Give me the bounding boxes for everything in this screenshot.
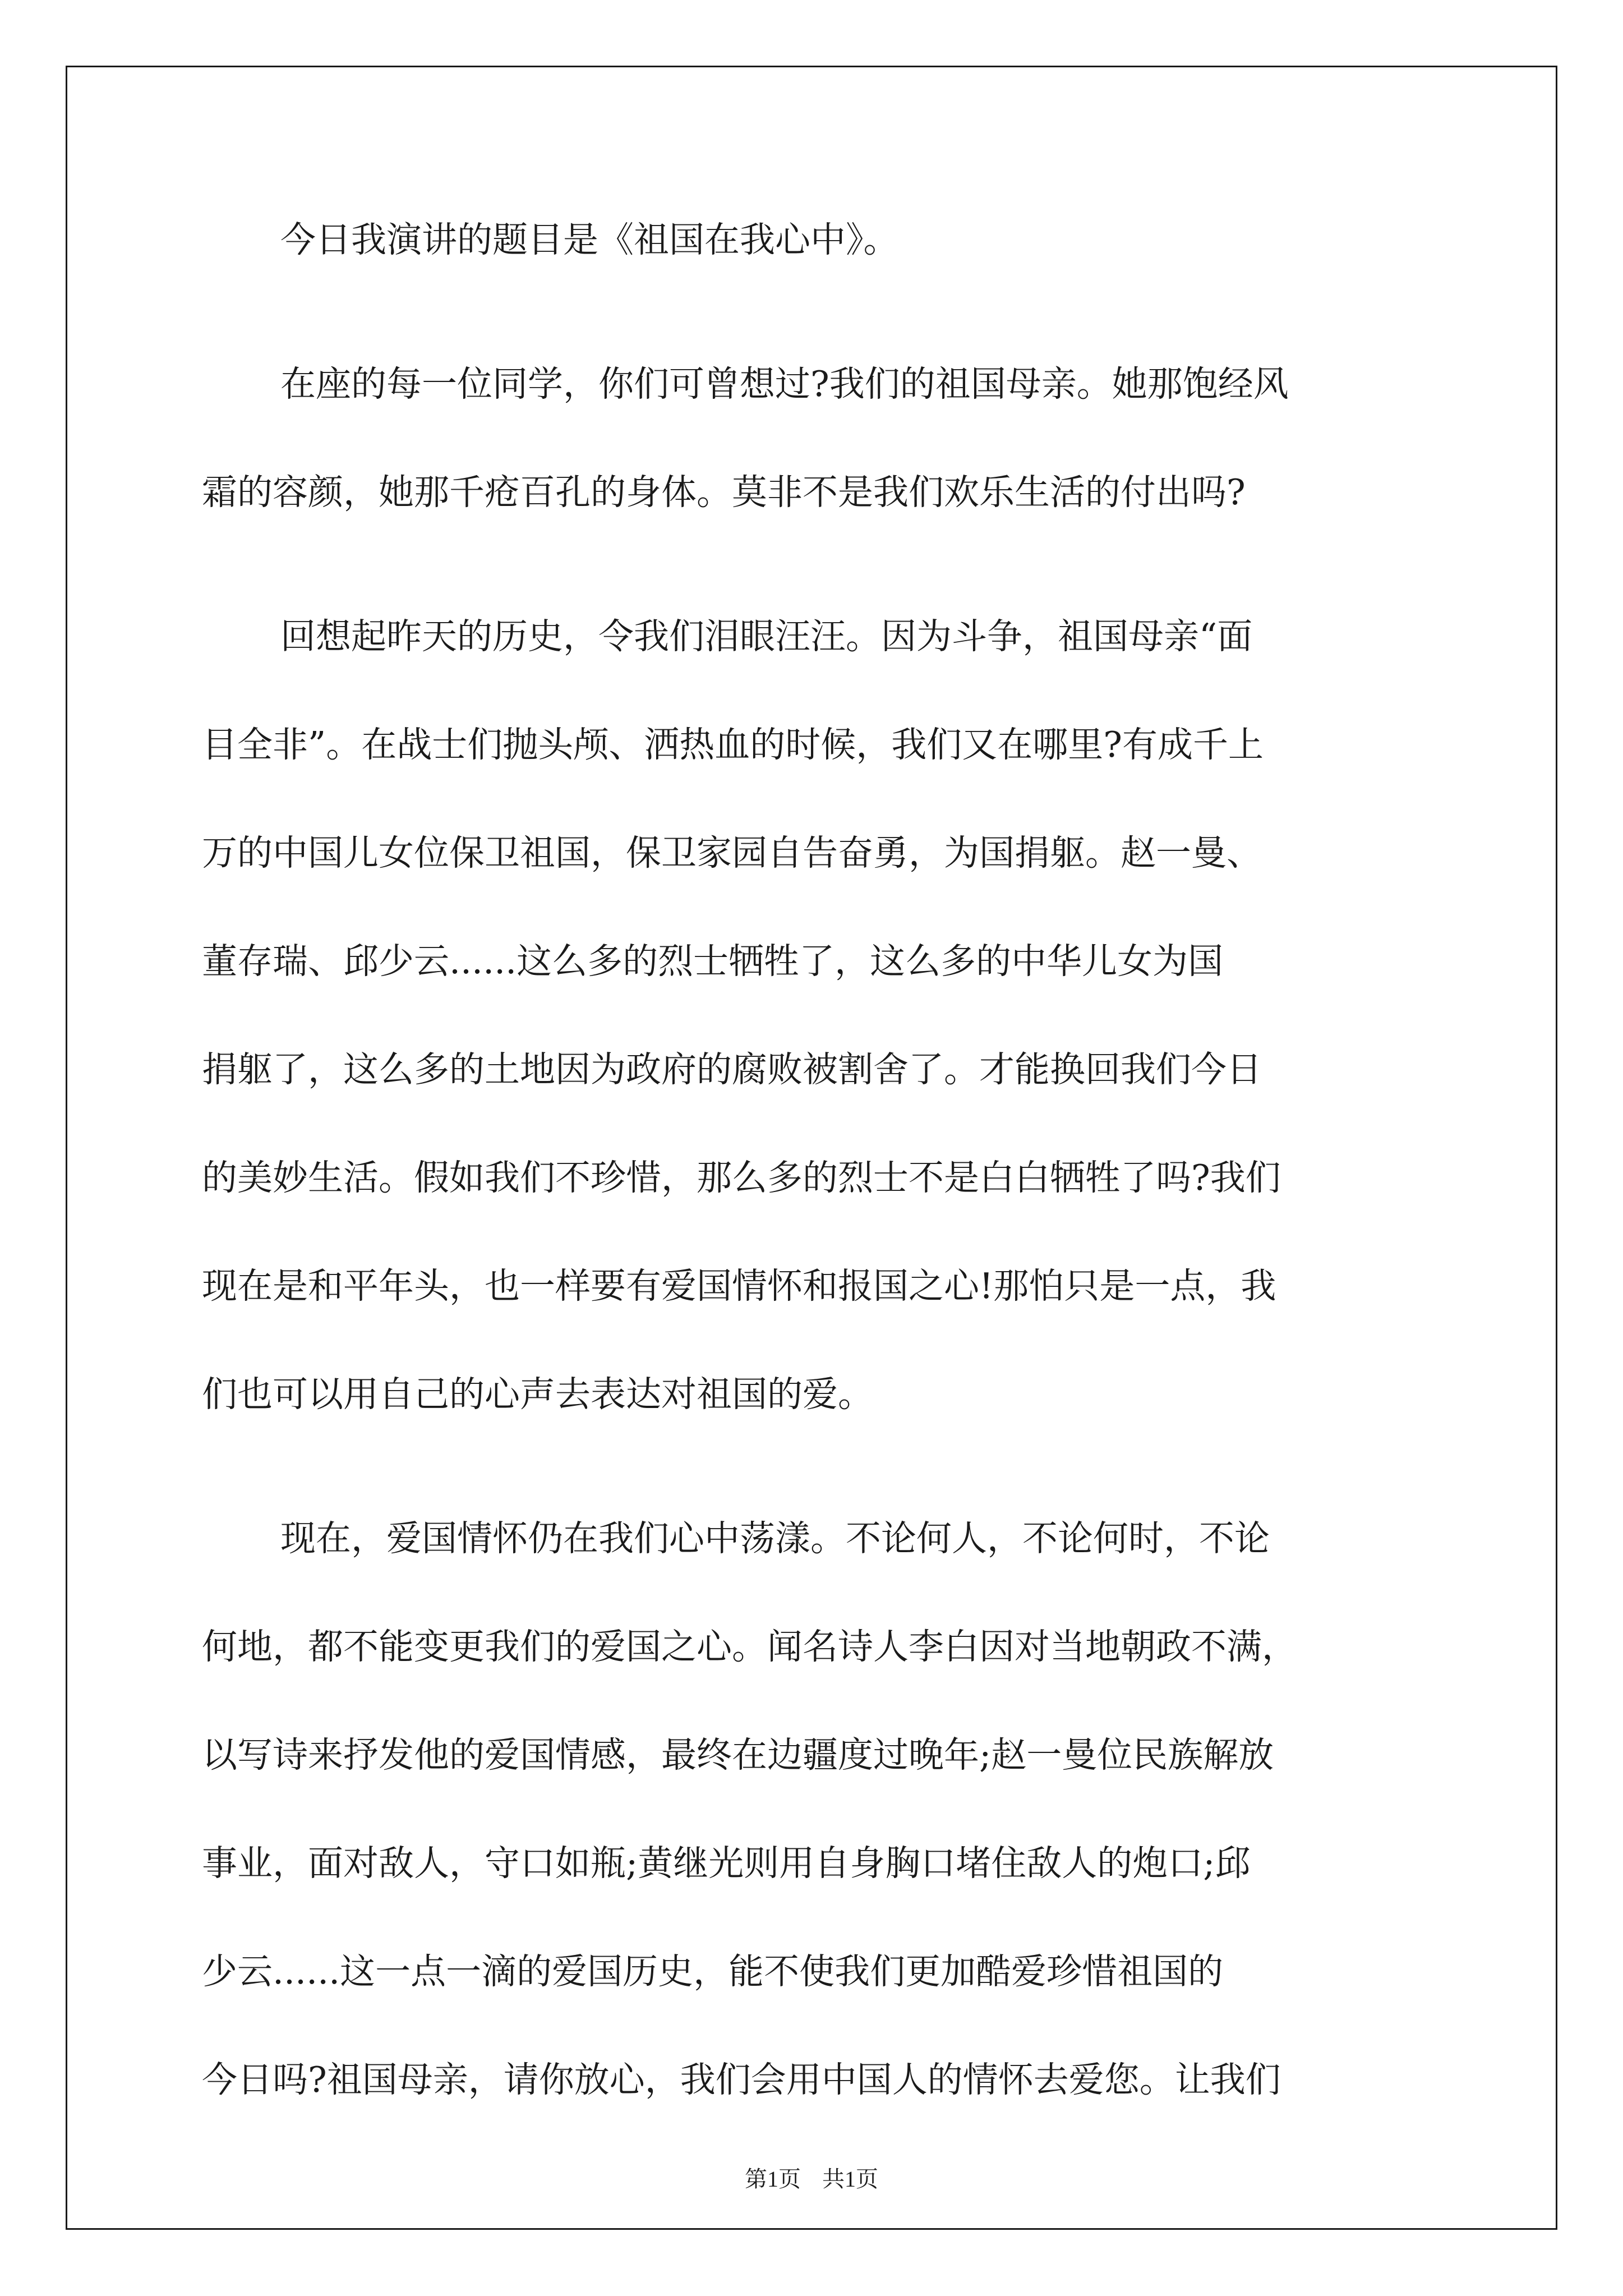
- paragraph-4-line-6: 今日吗?祖国母亲，请你放心，我们会用中国人的情怀去爱您。让我们: [202, 2059, 1281, 2100]
- page-number-total: 共1页: [822, 2166, 878, 2192]
- paragraph-2-line-1: 在座的每一位同学，你们可曾想过?我们的祖国母亲。她那饱经风: [280, 364, 1289, 404]
- page-frame: [66, 66, 1557, 2230]
- paragraph-3-line-3: 万的中国儿女位保卫祖国，保卫家园自告奋勇，为国捐躯。赵一曼、: [202, 832, 1262, 873]
- paragraph-3-line-6: 的美妙生活。假如我们不珍惜，那么多的烈士不是白白牺牲了吗?我们: [202, 1157, 1281, 1198]
- paragraph-3-line-7: 现在是和平年头，也一样要有爱国情怀和报国之心!那怕只是一点，我: [202, 1266, 1276, 1306]
- paragraph-3-line-1: 回想起昨天的历史，令我们泪眼汪汪。因为斗争，祖国母亲“面: [280, 616, 1253, 657]
- paragraph-4-line-2: 何地，都不能变更我们的爱国之心。闻名诗人李白因对当地朝政不满，: [202, 1626, 1297, 1667]
- paragraph-3-line-8: 们也可以用自己的心声去表达对祖国的爱。: [202, 1374, 873, 1415]
- paragraph-3-line-5: 捐躯了，这么多的土地因为政府的腐败被割舍了。才能换回我们今日: [202, 1049, 1262, 1090]
- paragraph-4-line-4: 事业，面对敌人，守口如瓶;黄继光则用自身胸口堵住敌人的炮口;邱: [202, 1843, 1251, 1884]
- paragraph-4-line-3: 以写诗来抒发他的爱国情感，最终在边疆度过晚年;赵一曼位民族解放: [202, 1734, 1274, 1775]
- paragraph-4-line-1: 现在，爱国情怀仍在我们心中荡漾。不论何人，不论何时，不论: [280, 1518, 1270, 1559]
- page-number-current: 第1页: [745, 2166, 801, 2192]
- paragraph-3-line-2: 目全非”。在战士们抛头颅、洒热血的时候，我们又在哪里?有成千上: [202, 724, 1264, 765]
- paragraph-4-line-5: 少云......这一点一滴的爱国历史，能不使我们更加酷爱珍惜祖国的: [202, 1951, 1224, 1992]
- page-footer: [67, 2165, 1556, 2193]
- paragraph-1-line-1: 今日我演讲的题目是《祖国在我心中》。: [280, 219, 899, 260]
- paragraph-2-line-2: 霜的容颜，她那千疮百孔的身体。莫非不是我们欢乐生活的付出吗?: [202, 472, 1246, 513]
- paragraph-3-line-4: 董存瑞、邱少云......这么多的烈士牺牲了，这么多的中华儿女为国: [202, 941, 1224, 982]
